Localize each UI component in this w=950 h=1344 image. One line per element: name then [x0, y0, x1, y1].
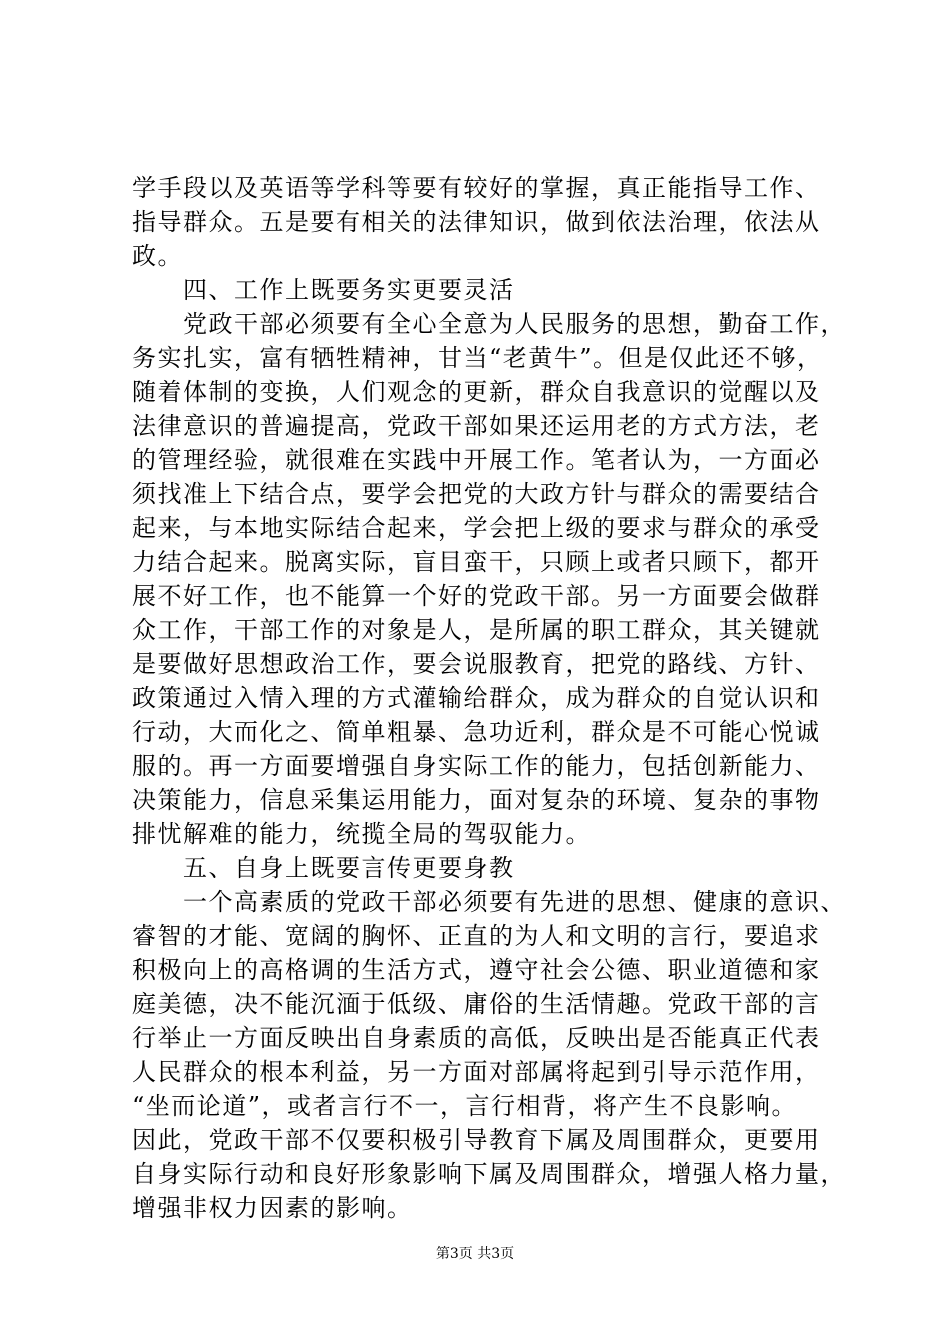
text-line: 庭美德，决不能沉湎于低级、庸俗的生活情趣。党政干部的言 [132, 990, 821, 1018]
text-line: 决策能力，信息采集运用能力，面对复杂的环境、复杂的事物 [132, 786, 821, 814]
text-line: 政。 [132, 242, 183, 270]
text-line: 随着体制的变换，人们观念的更新，群众自我意识的觉醒以及 [132, 378, 821, 406]
page-number-footer: 第3页 共3页 [435, 1246, 515, 1262]
text-line: 一个高素质的党政干部必须要有先进的思想、健康的意识、 [132, 888, 846, 916]
text-line: 服的。再一方面要增强自身实际工作的能力，包括创新能力、 [132, 752, 821, 780]
text-line: 展不好工作，也不能算一个好的党政干部。另一方面要会做群 [132, 582, 821, 610]
section-heading: 五、自身上既要言传更要身教 [132, 854, 515, 882]
text-line: 睿智的才能、宽阔的胸怀、正直的为人和文明的言行，要追求 [132, 922, 821, 950]
text-line: 行举止一方面反映出自身素质的高低，反映出是否能真正代表 [132, 1024, 821, 1052]
text-line: “坐而论道”，或者言行不一，言行相背，将产生不良影响。 [132, 1092, 798, 1120]
text-line: 的管理经验，就很难在实践中开展工作。笔者认为，一方面必 [132, 446, 821, 474]
text-line: 学手段以及英语等学科等要有较好的掌握，真正能指导工作、 [132, 174, 821, 202]
text-line: 指导群众。五是要有相关的法律知识，做到依法治理，依法从 [132, 208, 821, 236]
body-text [132, 171, 846, 1225]
text-line: 积极向上的高格调的生活方式，遵守社会公德、职业道德和家 [132, 956, 821, 984]
text-line: 务实扎实，富有牺牲精神，甘当“老黄牛”。但是仅此还不够， [132, 344, 823, 372]
text-line: 起来，与本地实际结合起来，学会把上级的要求与群众的承受 [132, 514, 821, 542]
text-line: 行动，大而化之、简单粗暴、急功近利，群众是不可能心悦诚 [132, 718, 821, 746]
text-line: 政策通过入情入理的方式灌输给群众，成为群众的自觉认识和 [132, 684, 821, 712]
text-line: 排忧解难的能力，统揽全局的驾驭能力。 [132, 820, 591, 848]
text-line: 法律意识的普遍提高，党政干部如果还运用老的方式方法，老 [132, 412, 821, 440]
text-line: 人民群众的根本利益，另一方面对部属将起到引导示范作用， [132, 1058, 821, 1086]
text-line: 是要做好思想政治工作，要会说服教育，把党的路线、方针、 [132, 650, 821, 678]
text-line: 党政干部必须要有全心全意为人民服务的思想，勤奋工作， [132, 310, 846, 338]
text-line: 众工作，干部工作的对象是人，是所属的职工群众，其关键就 [132, 616, 821, 644]
text-line: 增强非权力因素的影响。 [132, 1194, 413, 1222]
text-line: 须找准上下结合点，要学会把党的大政方针与群众的需要结合 [132, 480, 821, 508]
section-heading: 四、工作上既要务实更要灵活 [132, 276, 515, 304]
text-line: 力结合起来。脱离实际，盲目蛮干，只顾上或者只顾下，都开 [132, 548, 821, 576]
text-line: 自身实际行动和良好形象影响下属及周围群众，增强人格力量， [132, 1160, 846, 1188]
text-line: 因此，党政干部不仅要积极引导教育下属及周围群众，更要用 [132, 1126, 821, 1154]
